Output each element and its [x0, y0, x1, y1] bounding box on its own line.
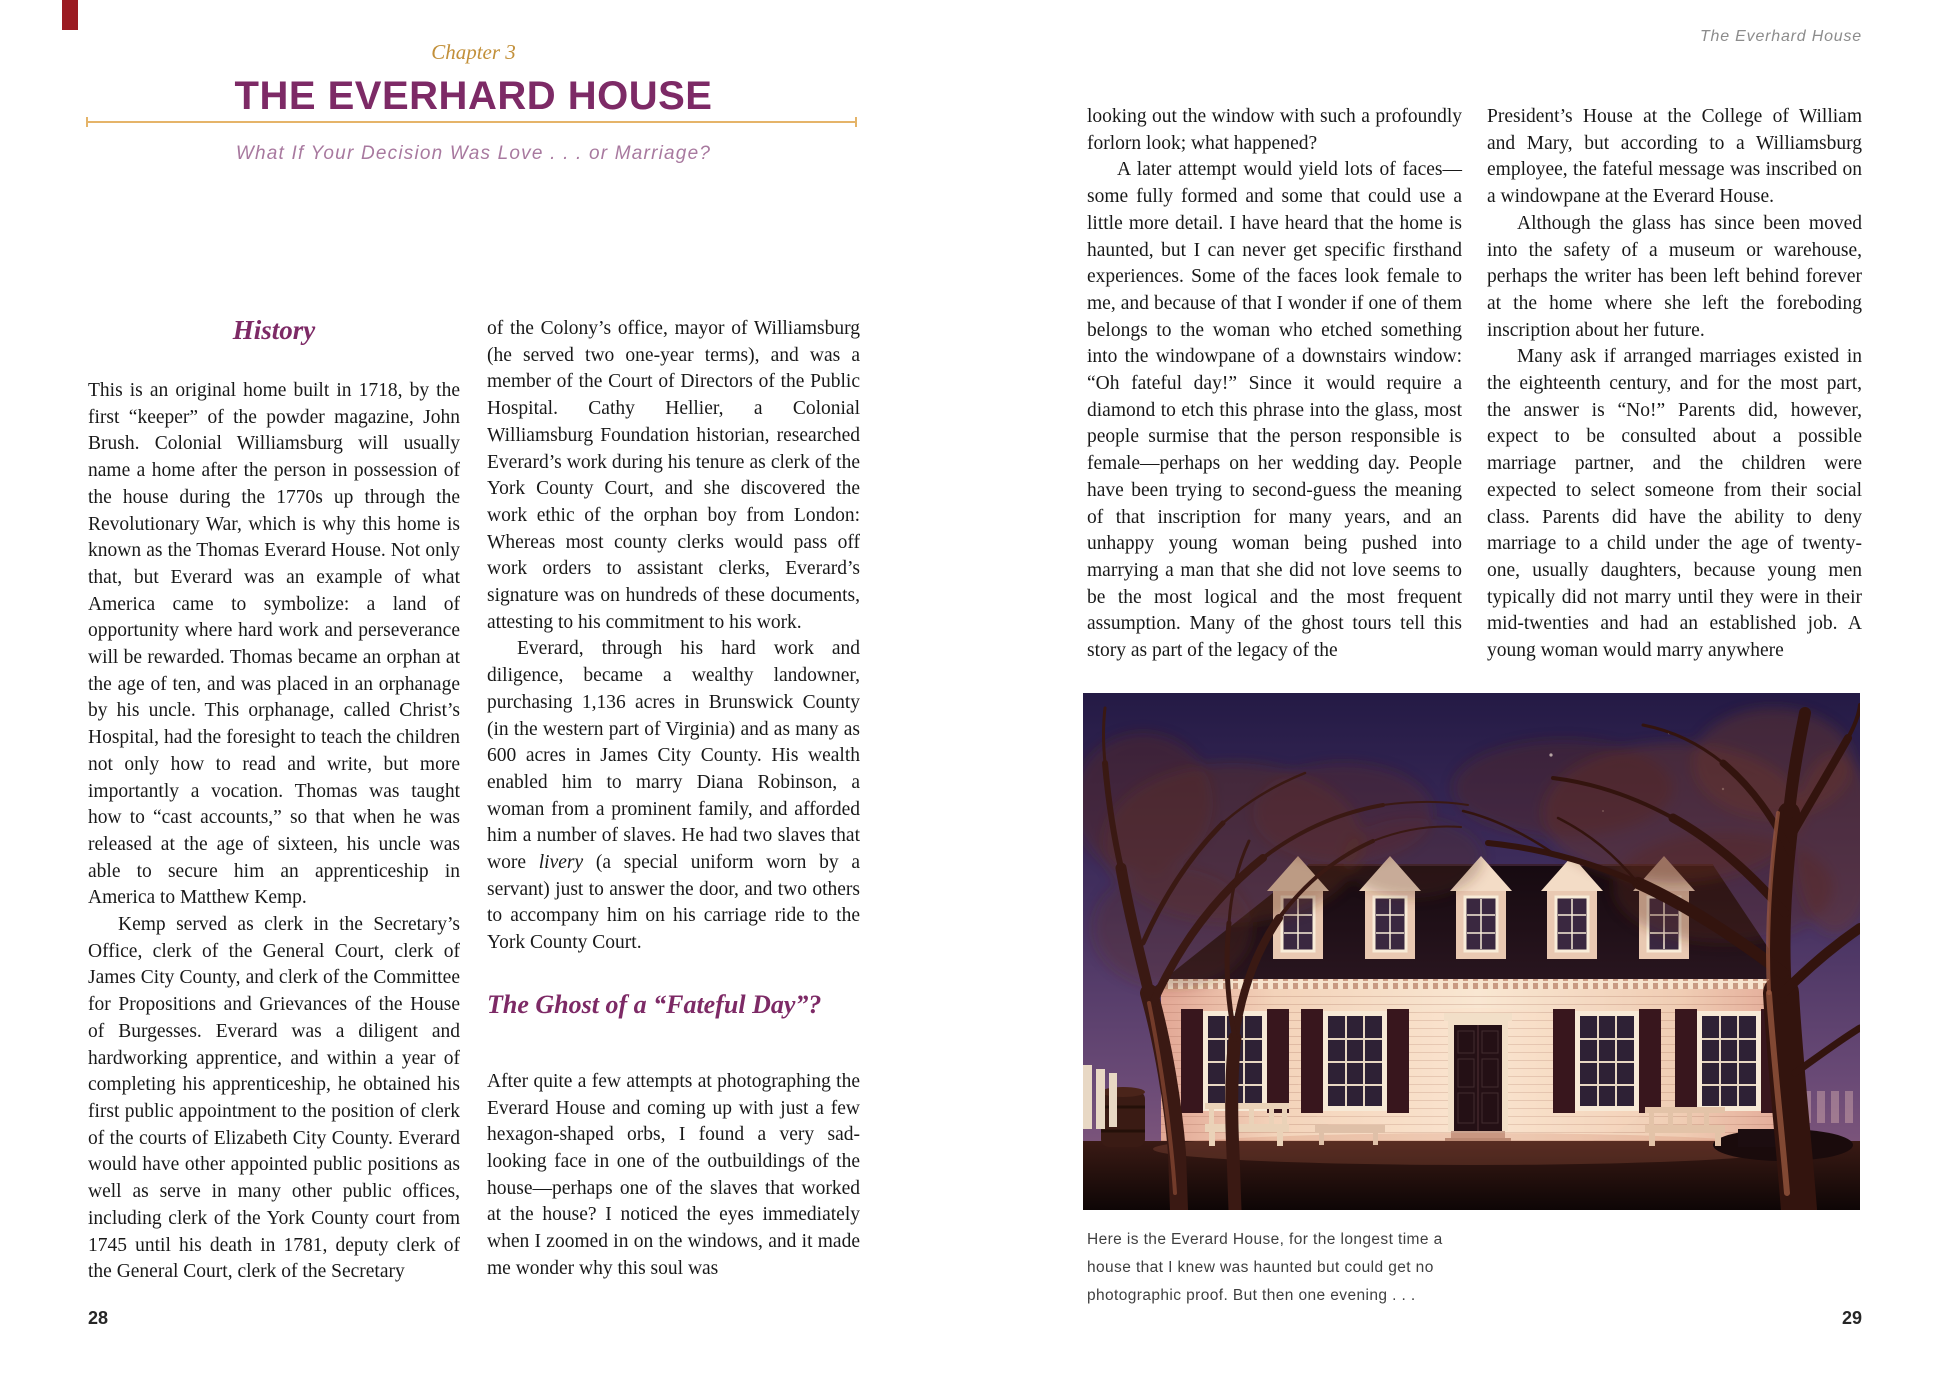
paragraph-text: (a special uniform worn by a servant) just to answer the door, and two others to accompany him on his carriage ride to the York County Court.: [487, 852, 861, 954]
body-paragraph: Many ask if arranged marriages existed in the eighteenth century, and for the most part, the answer is “No!” Parents did, however, expect to be consulted about a possible marriage partner, and the children were expected to select someone from their social class. Parents did have the ability to deny marriage to a child under the age of twenty-one, usually daughters, because young men typically did not marry until they were in their mid-twenties and had an established job. A young woman would marry anywhere: [1487, 346, 1862, 662]
body-paragraph: This is an original home built in 1718, by the first “keeper” of the powder magazine, John Brush. Colonial Williamsburg will usually name a home after the person in possession of the house during the 1770s up through the Revolutionary War, which is why this home is known as the Thomas Everard House. Not only that, but Everard was an example of what America came to symbolize: a land of opportunity where hard work and perseverance will be rewarded. Thomas became an orphan at the age of ten, and was placed in an orphanage by his uncle. This orphanage, called Christ’s Hospital, had the foresight to teach the children not only how to read and write, but more importantly a vocation. Thomas was taught how to “cast accounts,” so that when he was released at the age of sixteen, his uncle was able to secure him an apprenticeship in America to Matthew Kemp.: [88, 380, 460, 909]
title-rule: [86, 121, 857, 123]
ghost-section-heading: The Ghost of a “Fateful Day”?: [487, 989, 822, 1019]
body-paragraph: Kemp served as clerk in the Secretary’s Office, clerk of the General Court, clerk of James City County, and clerk of the Committee for Propositions and Grievances of the House of Burgesses. Everard was a diligent and hardworking apprentice, and within a year of completing his apprenticeship, he obtained his first public appointment to the position of clerk of the courts of Elizabeth City County. Everard would have other appointed public positions as well as serve in many other public offices, including clerk of the York County court from 1745 until his death in 1781, deputy clerk of the General Court, clerk of the Secretary: [88, 914, 460, 1283]
dark-planter: [1738, 1129, 1780, 1147]
page-number-28: 28: [88, 1308, 109, 1328]
left-page-column-1: [88, 312, 460, 1286]
chapter-subtitle: What If Your Decision Was Love . . . or Marriage?: [235, 143, 712, 164]
body-paragraph: looking out the window with such a profoundly forlorn look; what happened?: [1087, 106, 1462, 154]
paragraph-text: Everard, through his hard work and diligence, became a wealthy landowner, purchasing 1,136 acres in Brunswick County (in the western part of Virginia) and as many as 600 acres in James City County. His wealth enabled him to marry Diana Robinson, a woman from a prominent family, and afforded him a number of slaves. He had two slaves that wore: [487, 638, 860, 874]
rule-left-tick: [86, 117, 88, 127]
history-heading: History: [232, 315, 316, 345]
running-header: The Everhard House: [1699, 28, 1862, 45]
page-edge-bookmark: [62, 0, 78, 30]
page-number-29: 29: [1841, 1308, 1862, 1328]
page-title: THE EVERHARD HOUSE: [234, 74, 713, 118]
right-page-column-2: [1487, 104, 1862, 665]
body-paragraph: A later attempt would yield lots of faces—some fully formed and some that could use a little more detail. I have heard that the home is haunted, but I can never get specific firsthand experiences. Some of the faces look female to me, and because of that I wonder if one of them belongs to the woman who etched something into the windowpane of a downstairs window: “Oh fateful day!” Since it would require a diamond to etch this phrase into the glass, most people surmise that the person responsible is female—perhaps on her wedding day. People have been trying to second-guess the meaning of that inscription for many years, and an unhappy young woman being pushed into marrying a man that she did not love seems to be the most logical and the most frequent assumption. Many of the ghost tours tell this story as part of the legacy of the: [1087, 159, 1462, 662]
body-paragraph: [487, 636, 860, 956]
italic-term: livery: [538, 852, 584, 874]
barrel: [1101, 1087, 1145, 1147]
photo-caption: Here is the Everard House, for the longest time a house that I knew was haunted but could get no photographic proof. But then one evening . . .: [1087, 1231, 1443, 1304]
body-paragraph: of the Colony’s office, mayor of Williamsburg (he served two one-year terms), and was a member of the Court of Directors of the Public Hospital. Cathy Hellier, a Colonial Williamsburg Foundation historian, researched Everard’s work during his tenure as clerk of the York County Court, and she discovered the work ethic of the orphan boy from London: Whereas most county clerks would pass off work orders to assistant clerks, Everard’s signature was on hundreds of these documents, attesting to his commitment to his work.: [487, 318, 860, 633]
chapter-label: Chapter 3: [431, 40, 516, 64]
everard-house-night-photo: [1083, 693, 1860, 1210]
body-paragraph: Although the glass has since been moved into the safety of a museum or warehouse, perhaps the writer has been left behind forever at the home where she left the foreboding inscription about her future.: [1487, 212, 1862, 341]
rule-right-tick: [855, 117, 857, 127]
right-page-column-1: [1087, 104, 1462, 665]
body-paragraph: President’s House at the College of William and Mary, but according to a Williamsburg employee, the fateful message was inscribed on a windowpane at the Everard House.: [1487, 106, 1862, 208]
body-paragraph: After quite a few attempts at photographing the Everard House and coming up with just a few hexagon-shaped orbs, I found a very sad-looking face in one of the outbuildings of the house—perhaps one of the slaves that worked at the house? I noticed the eyes immediately when I zoomed in on the windows, and it made me wonder why this soul was: [487, 1070, 860, 1279]
white-fence: [1083, 1065, 1117, 1129]
left-page-column-2: [487, 316, 860, 1283]
